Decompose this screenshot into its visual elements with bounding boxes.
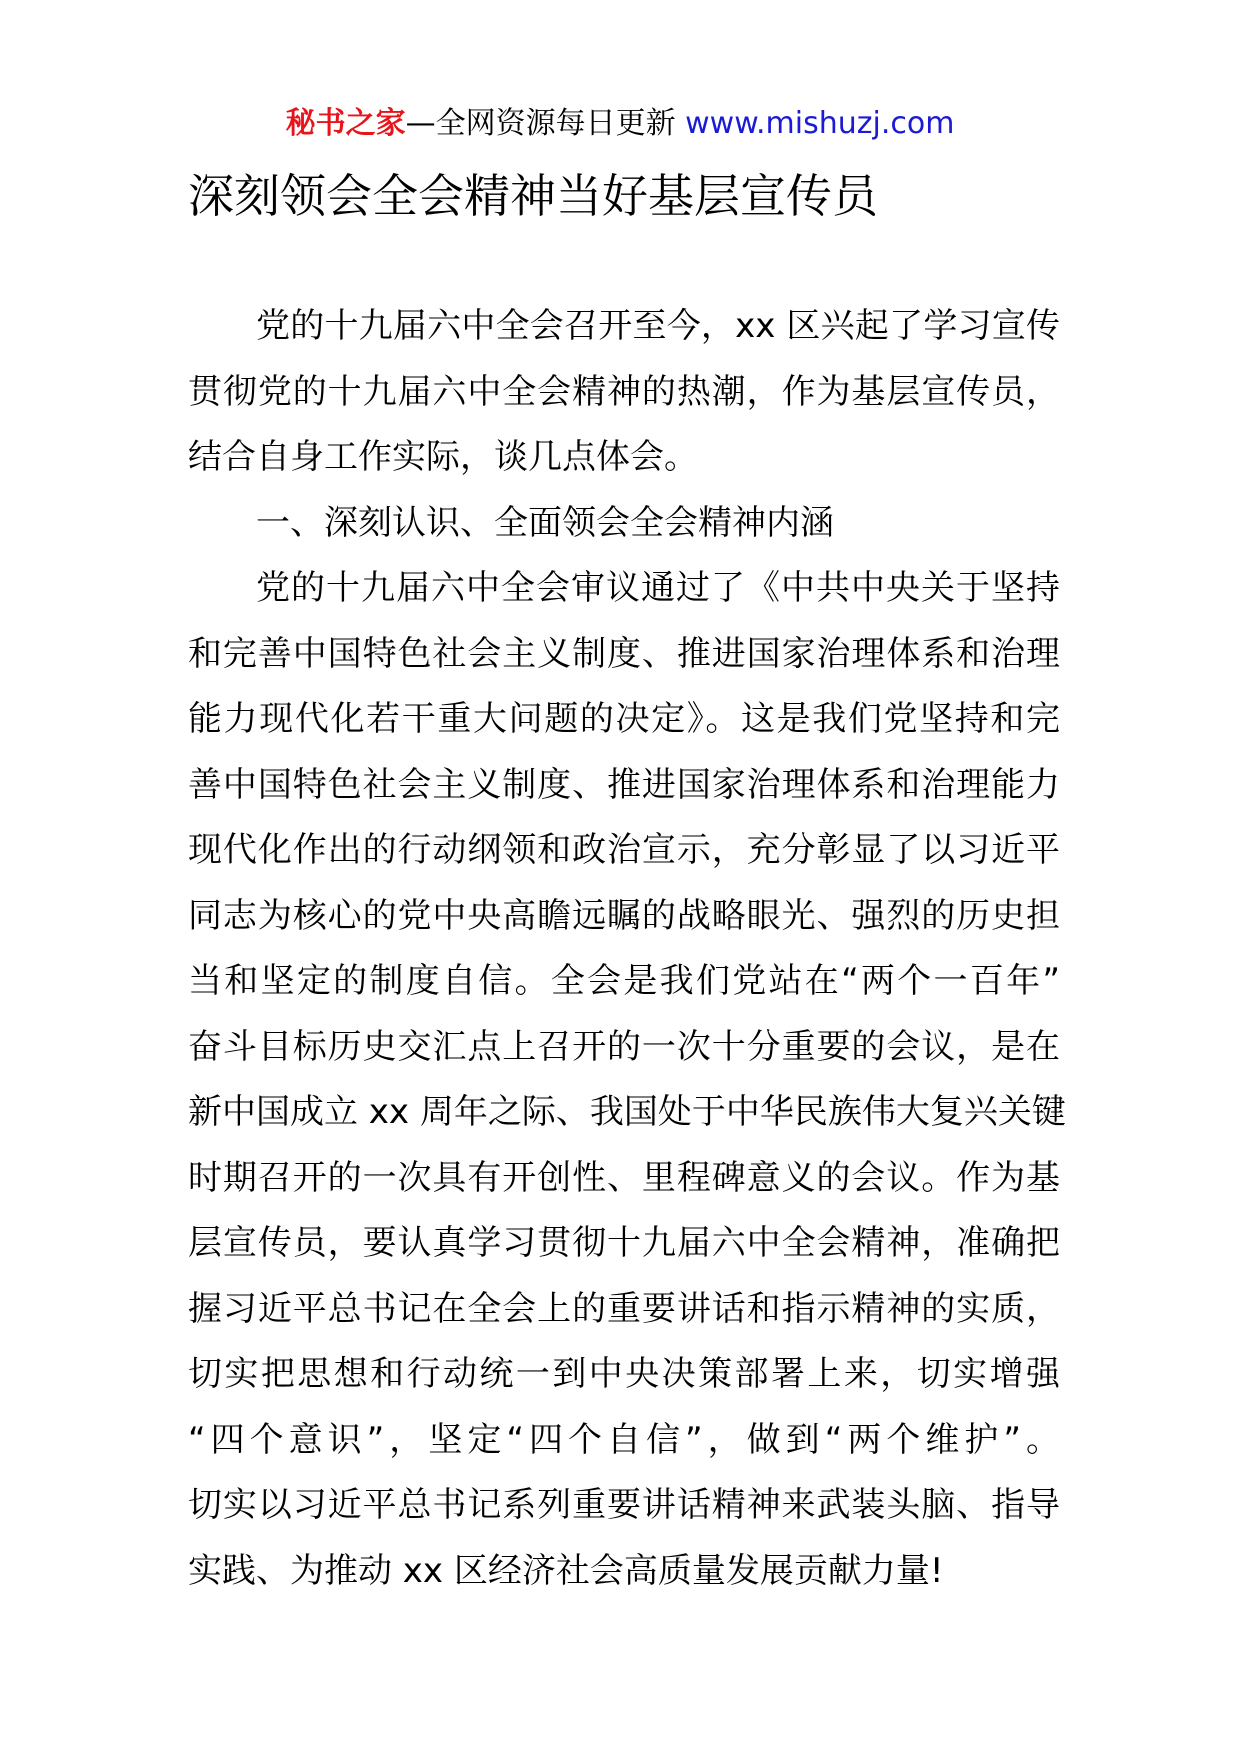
paragraph-line: 奋斗目标历史交汇点上召开的一次十分重要的会议，是在	[188, 1026, 1060, 1067]
paragraph-line: 时期召开的一次具有开创性、里程碑意义的会议。作为基	[188, 1157, 1060, 1198]
paragraph-line: 贯彻党的十九届六中全会精神的热潮，作为基层宣传员，	[188, 371, 1060, 412]
paragraph-line: 现代化作出的行动纲领和政治宣示，充分彰显了以习近平	[188, 830, 1060, 870]
paragraph-line: 善中国特色社会主义制度、推进国家治理体系和治理能力	[188, 764, 1060, 805]
paragraph-line: “四个意识”，坚定“四个自信”，做到“两个维护”。	[188, 1419, 1060, 1460]
paragraph-line: 结合自身工作实际，谈几点体会。	[188, 437, 698, 477]
site-link[interactable]: www.mishuzj.com	[685, 106, 955, 141]
paragraph-line: 实践、为推动 xx 区经济社会高质量发展贡献力量!	[188, 1550, 944, 1591]
paragraph-line: 切实以习近平总书记系列重要讲话精神来武装头脑、指导	[188, 1485, 1060, 1525]
section-heading: 一、深刻认识、全面领会全会精神内涵	[256, 502, 834, 543]
paragraph-line: 同志为核心的党中央高瞻远瞩的战略眼光、强烈的历史担	[188, 895, 1060, 936]
brand-name: 秘书之家	[285, 106, 406, 141]
paragraph-line: 党的十九届六中全会审议通过了《中共中央关于坚持	[256, 568, 1060, 608]
paragraph-line: 新中国成立 xx 周年之际、我国处于中华民族伟大复兴关键	[188, 1092, 1066, 1132]
paragraph-line: 和完善中国特色社会主义制度、推进国家治理体系和治理	[188, 633, 1060, 674]
page-header	[0, 104, 1240, 144]
paragraph-line: 当和坚定的制度自信。全会是我们党站在“两个一百年”	[188, 961, 1060, 1001]
paragraph-line: 能力现代化若干重大问题的决定》。这是我们党坚持和完	[188, 699, 1060, 739]
paragraph-line: 握习近平总书记在全会上的重要讲话和指示精神的实质，	[188, 1288, 1060, 1329]
paragraph-line: 层宣传员，要认真学习贯彻十九届六中全会精神，准确把	[188, 1223, 1060, 1263]
paragraph-line: 党的十九届六中全会召开至今，xx 区兴起了学习宣传	[256, 306, 1060, 346]
header-tagline: —全网资源每日更新	[405, 106, 686, 141]
document-title: 深刻领会全会精神当好基层宣传员	[188, 169, 878, 223]
paragraph-line: 切实把思想和行动统一到中央决策部署上来，切实增强	[188, 1354, 1060, 1394]
document-body	[188, 294, 1066, 1604]
